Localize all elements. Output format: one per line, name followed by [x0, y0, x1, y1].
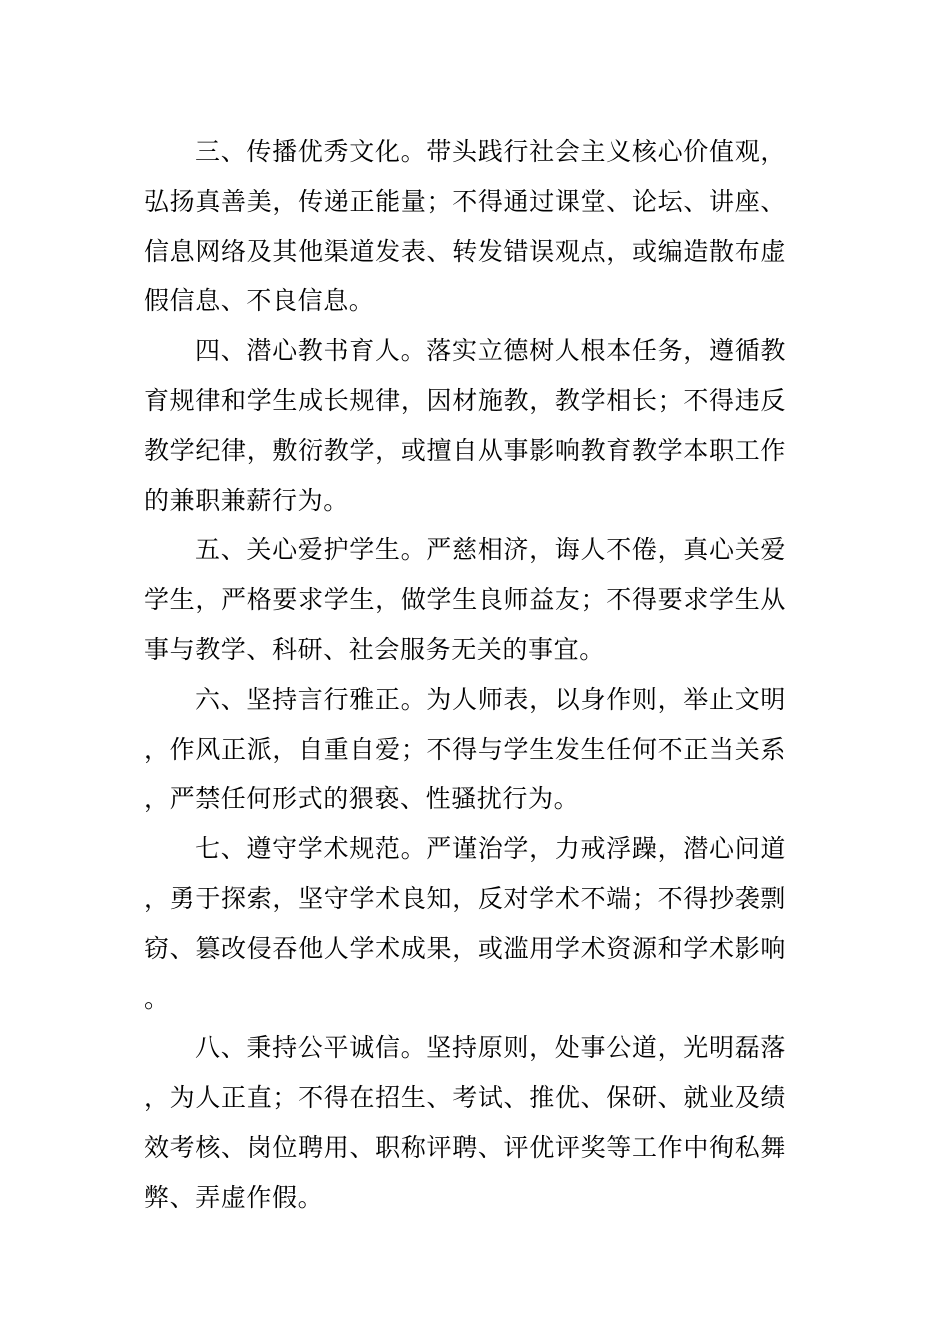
paragraph-5-care-for-students: 五、关心爱护学生。严慈相济，诲人不倦，真心关爱学生，严格要求学生，做学生良师益友；不得要求学生从事与教学、科研、社会服务无关的事宜。: [144, 535, 786, 664]
paragraph-6-conduct: 六、坚持言行雅正。为人师表，以身作则，举止文明，作风正派，自重自爱；不得与学生发生任何不正当关系，严禁任何形式的猥亵、性骚扰行为。: [144, 684, 786, 814]
paragraph-7-academic-norms: 七、遵守学术规范。严谨治学，力戒浮躁，潜心问道，勇于探索，坚守学术良知，反对学术不端；不得抄袭剽窃、篡改侵吞他人学术成果，或滥用学术资源和学术影响。: [144, 834, 786, 1013]
paragraph-4-teaching: 四、潜心教书育人。落实立德树人根本任务，遵循教育规律和学生成长规律，因材施教，教学相长；不得违反教学纪律，敷衍教学，或擅自从事影响教育教学本职工作的兼职兼薪行为。: [144, 336, 786, 515]
paragraph-8-fairness-integrity: 八、秉持公平诚信。坚持原则，处事公道，光明磊落，为人正直；不得在招生、考试、推优、保研、就业及绩效考核、岗位聘用、职称评聘、评优评奖等工作中徇私舞弊、弄虚作假。: [144, 1033, 786, 1212]
body-text: [144, 127, 786, 1223]
paragraph-3-spread-culture: 三、传播优秀文化。带头践行社会主义核心价值观，弘扬真善美，传递正能量；不得通过课堂、论坛、讲座、信息网络及其他渠道发表、转发错误观点，或编造散布虚假信息、不良信息。: [144, 137, 786, 316]
